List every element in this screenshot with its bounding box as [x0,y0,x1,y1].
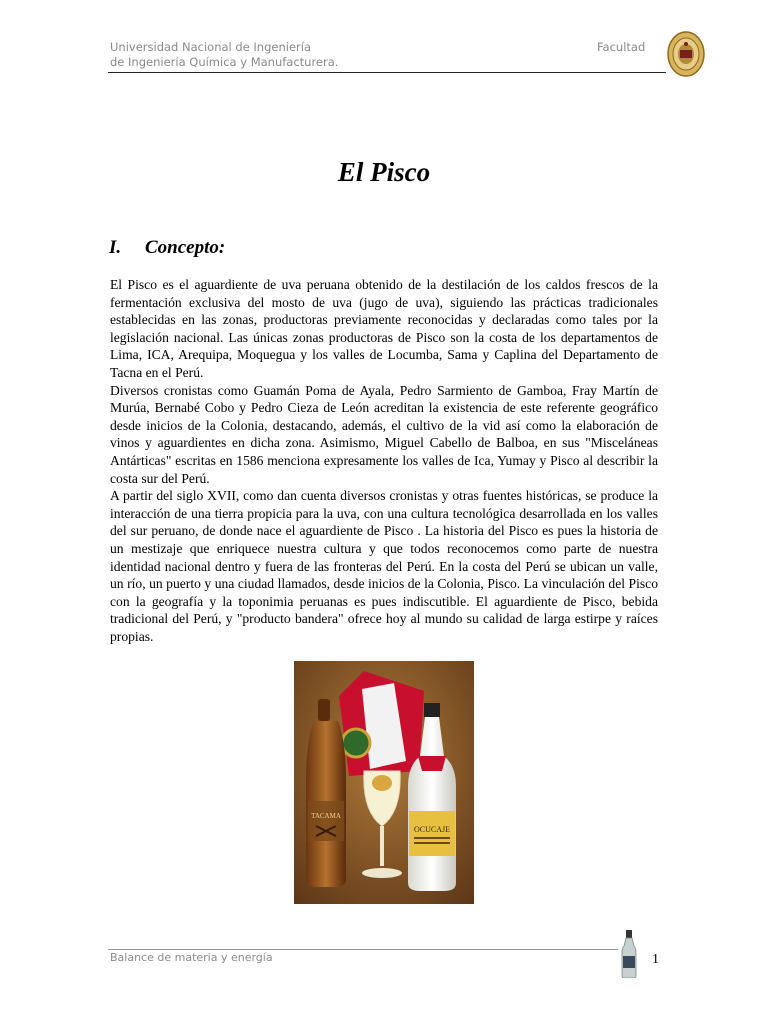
pisco-photo [294,661,474,904]
paragraph: El Pisco es el aguardiente de uva peruana obtenido de la destilación de los caldos frescos de la fermentación exclusiva del mosto de uva (jugo de uva), siguiendo las prácticas tradicionales establecidas en las zonas, productoras previamente reconocidas y declaradas como tales por la legislación nacional. Las únicas zonas productoras de Pisco son la costa de los departamentos de Lima, ICA, Arequipa, Moquegua y los valles de Locumba, Sama y Caplina del Departamento de Tacna en el Perú. [110,277,658,380]
clay-bottle [306,699,346,887]
header-line-1: Universidad Nacional de Ingeniería [110,40,312,54]
paragraph: Diversos cronistas como Guamán Poma de Ayala, Pedro Sarmiento de Gamboa, Fray Martín de Murúa, Bernabé Cobo y Pedro Cieza de León acreditan la existencia de este referente geográfico desde inicios de la Colonia, destacando, además, el cultivo de la vid así como la elaboración de vinos y aguardientes en dicha zona. Asimismo, Miguel Cabello de Balboa, en sus "Misceláneas Antárticas" escritas en 1586 menciona expresamente los valles de Ica, Yumay y Pisco al describir la costa sur del Perú. [110,382,658,486]
header-faculty: Facultad [597,40,646,54]
footer-divider [108,949,618,950]
left-bottle-label: TACAMA [311,812,341,820]
document-title: El Pisco [337,157,431,187]
section-number: I. [109,237,122,258]
right-bottle-label: OCUCAJE [413,825,451,834]
pisco-bottle-icon [621,930,637,978]
section-title: Concepto: [145,237,226,258]
header-line-2: de Ingeniería Química y Manufacturera. [110,55,339,69]
paragraph: A partir del siglo XVII, como dan cuenta diversos cronistas y otras fuentes históricas, se produce la interacción de una tierra propicia para la uva, con una cultura tecnológica desarrollada en los valles del sur peruano, de donde nace el aguardiente de Pisco . La historia del Pisco es pues la historia de un mestizaje que enriquece nuestra cultura y que todos reconocemos como parte de nuestra identidad nacional dentro y fuera de las fronteras del Perú. En la costa del Perú se ubican un valle, un río, un puerto y una ciudad llamados, desde inicios de la Colonia, Pisco. La vinculación del Pisco con la geografía y la toponimia peruanas es pues indiscutible. El aguardiente de Pisco, bebida tradicional del Perú, y "producto bandera" ofrece hoy al mundo su calidad de larga estirpe y raíces propias. [110,488,658,644]
body-text [110,276,658,645]
section-heading [109,237,225,259]
header-institution [110,40,338,70]
university-seal-icon [666,30,706,78]
footer-course: Balance de materia y energía [110,951,273,964]
page-number: 1 [652,952,659,967]
header-divider [108,72,666,73]
